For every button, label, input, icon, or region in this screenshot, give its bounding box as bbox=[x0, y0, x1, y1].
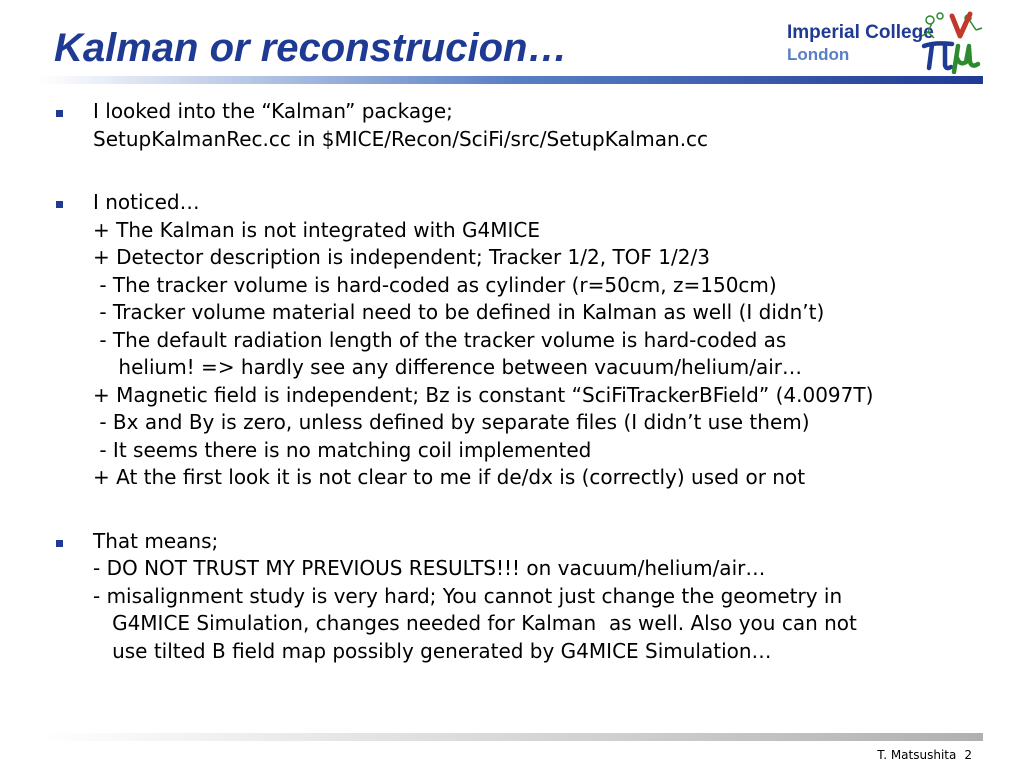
bullet-line: + Detector description is independent; Tracker 1/2, TOF 1/2/3 bbox=[93, 245, 710, 269]
bullet-line: - Bx and By is zero, unless defined by separate files (I didn’t use them) bbox=[93, 410, 810, 434]
bullet-line: - The default radiation length of the tracker volume is hard-coded as bbox=[93, 327, 787, 352]
bullet-square-icon bbox=[56, 110, 63, 117]
bullet-item-that-means bbox=[56, 528, 986, 666]
bullet-line: - The tracker volume is hard-coded as cylinder (r=50cm, z=150cm) bbox=[93, 272, 777, 297]
footer-divider-rule bbox=[40, 733, 983, 741]
bullet-line: - DO NOT TRUST MY PREVIOUS RESULTS!!! on vacuum/helium/air… bbox=[93, 556, 766, 580]
title-divider-rule bbox=[40, 76, 983, 84]
bullet-item-kalman-package bbox=[56, 98, 986, 153]
bullet-square-icon bbox=[56, 201, 63, 208]
footer-page-number: 2 bbox=[964, 748, 972, 762]
logo-line-london: London bbox=[787, 45, 850, 64]
mice-pi-mu-emblem-icon bbox=[918, 10, 986, 74]
bullet-line: - misalignment study is very hard; You cannot just change the geometry in bbox=[93, 583, 843, 608]
bullet-line: helium! => hardly see any difference between vacuum/helium/air… bbox=[93, 355, 802, 379]
bullet-line: I looked into the “Kalman” package; bbox=[93, 99, 453, 123]
bullet-line: use tilted B field map possibly generated by G4MICE Simulation… bbox=[93, 638, 772, 663]
slide-footer bbox=[877, 748, 972, 762]
bullet-square-icon bbox=[56, 540, 63, 547]
bullet-line: + The Kalman is not integrated with G4MICE bbox=[93, 217, 540, 242]
bullet-line: - Tracker volume material need to be defined in Kalman as well (I didn’t) bbox=[93, 300, 825, 324]
bullet-line: + At the first look it is not clear to me if de/dx is (correctly) used or not bbox=[93, 465, 806, 489]
bullet-line: That means; bbox=[93, 528, 219, 553]
bullet-item-i-noticed bbox=[56, 189, 986, 492]
imperial-college-logo bbox=[787, 22, 934, 66]
slide-content bbox=[56, 98, 986, 665]
bullet-line: - It seems there is no matching coil implemented bbox=[93, 437, 592, 462]
bullet-line: I noticed… bbox=[93, 190, 200, 214]
bullet-line: SetupKalmanRec.cc in $MICE/Recon/SciFi/src/SetupKalman.cc bbox=[93, 126, 709, 151]
bullet-line: + Magnetic field is independent; Bz is constant “SciFiTrackerBField” (4.0097T) bbox=[93, 382, 874, 407]
footer-author: T. Matsushita bbox=[877, 748, 957, 762]
bullet-line: G4MICE Simulation, changes needed for Kalman as well. Also you can not bbox=[93, 611, 857, 635]
logo-line-imperial-college: Imperial College bbox=[787, 22, 934, 43]
slide-title: Kalman or reconstrucion… bbox=[54, 26, 568, 70]
